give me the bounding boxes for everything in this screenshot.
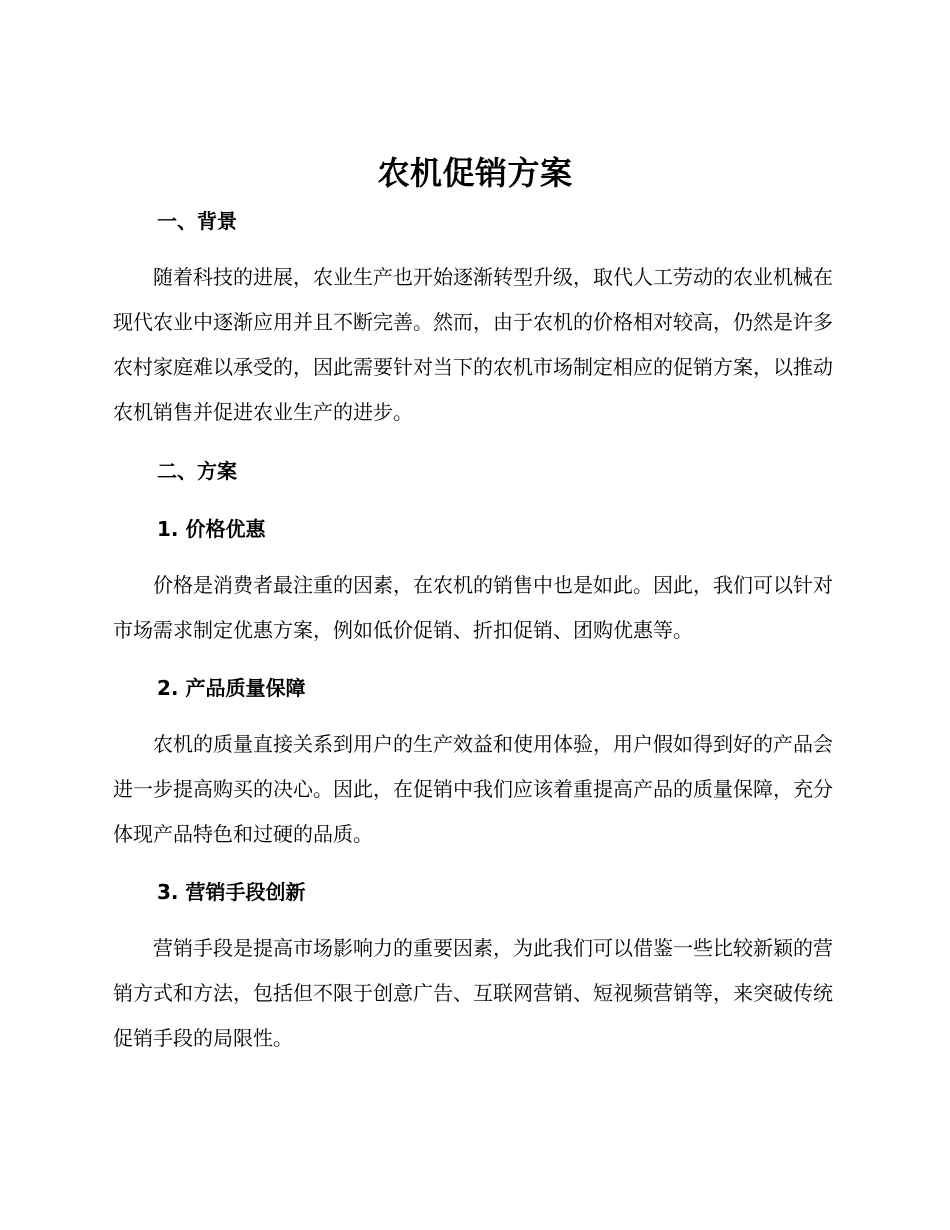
section-heading-background: 一、背景 <box>157 209 237 233</box>
quality-assurance-paragraph: 农机的质量直接关系到用户的生产效益和使用体验，用户假如得到好的产品会进一步提高购买的决心。因此，在促销中我们应该着重提高产品的质量保障，充分体现产品特色和过硬的品质。 <box>113 732 833 846</box>
subheading-marketing-innovation: 3. 营销手段创新 <box>157 880 306 904</box>
background-paragraph: 随着科技的进展，农业生产也开始逐渐转型升级，取代人工劳动的农业机械在现代农业中逐渐应用并且不断完善。然而，由于农机的价格相对较高，仍然是许多农村家庭难以承受的，因此需要针对当下的农机市场制定相应的促销方案，以推动农机销售并促进农业生产的进步。 <box>113 265 833 424</box>
subheading-quality-assurance: 2. 产品质量保障 <box>157 676 306 700</box>
section-heading-plan: 二、方案 <box>157 459 237 483</box>
price-discount-paragraph: 价格是消费者最注重的因素，在农机的销售中也是如此。因此，我们可以针对市场需求制定优惠方案，例如低价促销、折扣促销、团购优惠等。 <box>113 573 833 642</box>
marketing-innovation-paragraph: 营销手段是提高市场影响力的重要因素，为此我们可以借鉴一些比较新颖的营销方式和方法，包括但不限于创意广告、互联网营销、短视频营销等，来突破传统促销手段的局限性。 <box>113 936 833 1050</box>
subheading-price-discount: 1. 价格优惠 <box>157 517 266 541</box>
document-title: 农机促销方案 <box>377 154 573 192</box>
